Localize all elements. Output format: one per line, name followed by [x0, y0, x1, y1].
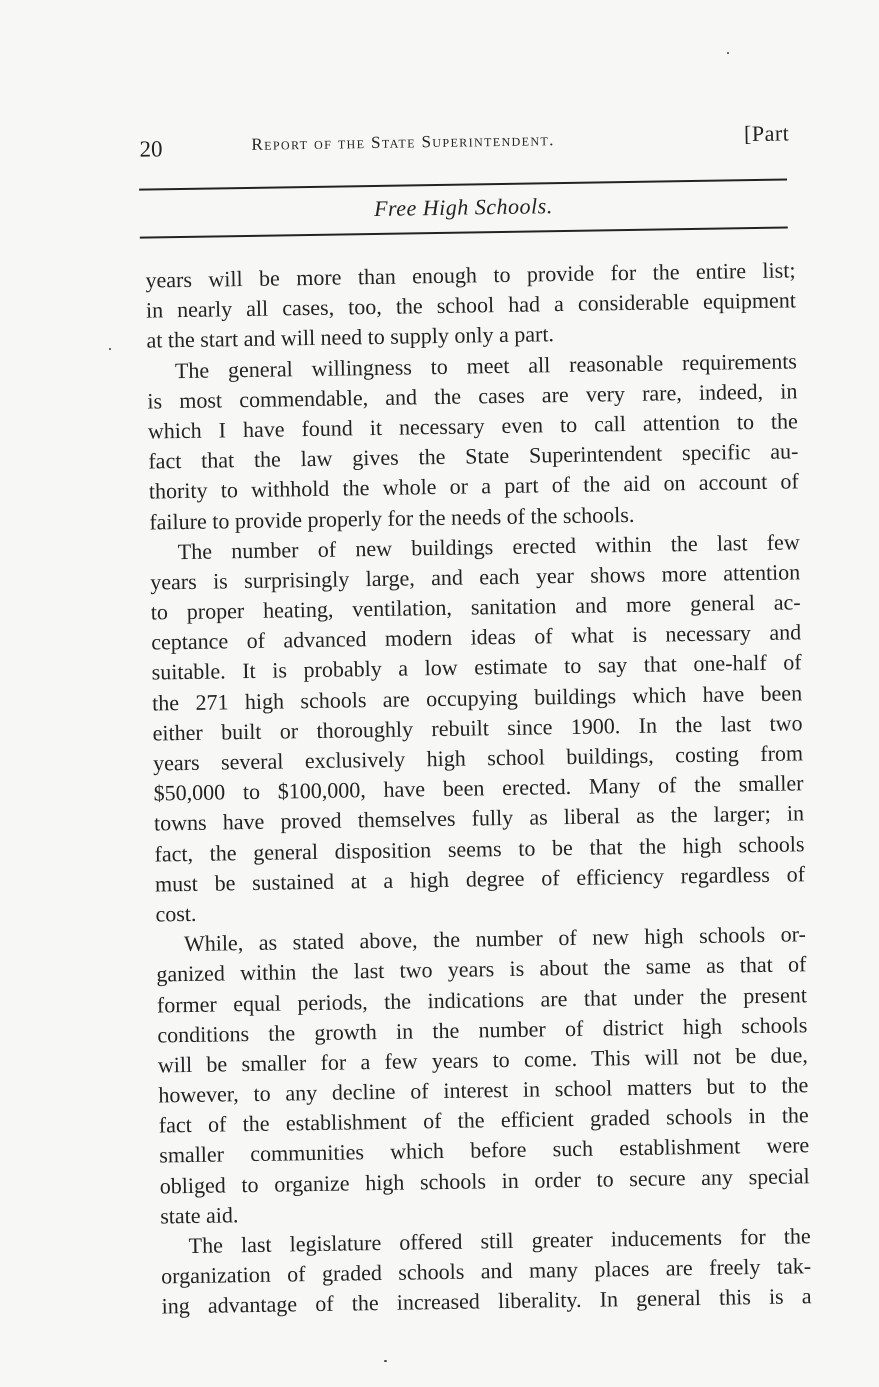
- body-line: fact, the general disposition seems to be that the high schools: [154, 830, 805, 867]
- body-line: failure to provide properly for the needs of the schools.: [149, 501, 635, 535]
- body-line: smaller communities which before such establishment were: [159, 1132, 810, 1168]
- body-line: at the start and will need to supply only a part.: [146, 321, 555, 353]
- body-line: ing advantage of the increased liberality. In general this is a: [161, 1283, 812, 1319]
- body-line: conditions the growth in the number of district high schools: [157, 1011, 808, 1048]
- body-line: The last legislature offered still greater inducements for the: [188, 1223, 811, 1259]
- paper-speck: [384, 1360, 387, 1362]
- body-line: state aid.: [160, 1202, 239, 1229]
- body-line: ganized within the last two years is about the same as that of: [156, 951, 807, 987]
- body-line: fact of the establishment of the efficient graded schools in the: [158, 1102, 809, 1138]
- body-line: years several exclusively high school buildings, costing from: [152, 740, 804, 776]
- body-line: the 271 high schools are occupying buildings which have been: [151, 679, 803, 716]
- body-line: will be smaller for a few years to come. This will not be due,: [157, 1042, 808, 1078]
- body-line: suitable. It is probably a low estimate to say that one-half of: [151, 649, 802, 685]
- body-line: years is surprisingly large, and each year shows more attention: [150, 559, 801, 595]
- paper-speck: [727, 52, 729, 54]
- body-line: in nearly all cases, too, the school had a considerable equipment: [145, 287, 797, 323]
- body-line: cost.: [155, 900, 197, 927]
- body-line: however, to any decline of interest in school matters but to the: [158, 1072, 809, 1108]
- body-line: The number of new buildings erected within the last few: [177, 529, 800, 564]
- body-line: which I have found it necessary even to call attention to the: [147, 408, 799, 444]
- body-text: [145, 255, 812, 1322]
- body-line: obliged to organize high schools in order to secure any special: [159, 1162, 810, 1199]
- body-line: to proper heating, ventilation, sanitation and more general ac-: [150, 589, 801, 625]
- body-line: years will be more than enough to provide for the entire list;: [145, 257, 796, 293]
- body-line: towns have proved themselves fully as liberal as the larger; in: [153, 800, 805, 836]
- body-line: organization of graded schools and many places are freely tak-: [160, 1253, 812, 1289]
- body-line: $50,000 to $100,000, have been erected. Many of the smaller: [153, 770, 804, 806]
- body-line: former equal periods, the indications are that under the present: [156, 981, 808, 1017]
- part-label: [Part: [743, 120, 790, 147]
- section-title: Free High Schools.: [373, 193, 553, 221]
- header-rule-bottom: [140, 226, 788, 238]
- body-line: While, as stated above, the number of new high schools or-: [183, 921, 807, 957]
- running-title: Report of the State Superintendent.: [251, 130, 555, 154]
- body-line: thority to withhold the whole or a part of the aid on account of: [148, 468, 799, 504]
- header-rule-top: [139, 178, 787, 190]
- page-number: 20: [139, 136, 163, 162]
- body-line: must be sustained at a high degree of efficiency regardless of: [154, 861, 806, 897]
- body-line: fact that the law gives the State Superintendent specific au-: [148, 438, 799, 474]
- body-line: either built or thoroughly rebuilt since 1900. In the last two: [152, 710, 803, 746]
- paper-speck: [109, 348, 111, 350]
- page-header: [139, 108, 790, 162]
- body-line: The general willingness to meet all reasonable requirements: [174, 347, 798, 383]
- body-line: ceptance of advanced modern ideas of what is necessary and: [151, 619, 802, 655]
- body-line: is most commendable, and the cases are very rare, indeed, in: [147, 378, 798, 414]
